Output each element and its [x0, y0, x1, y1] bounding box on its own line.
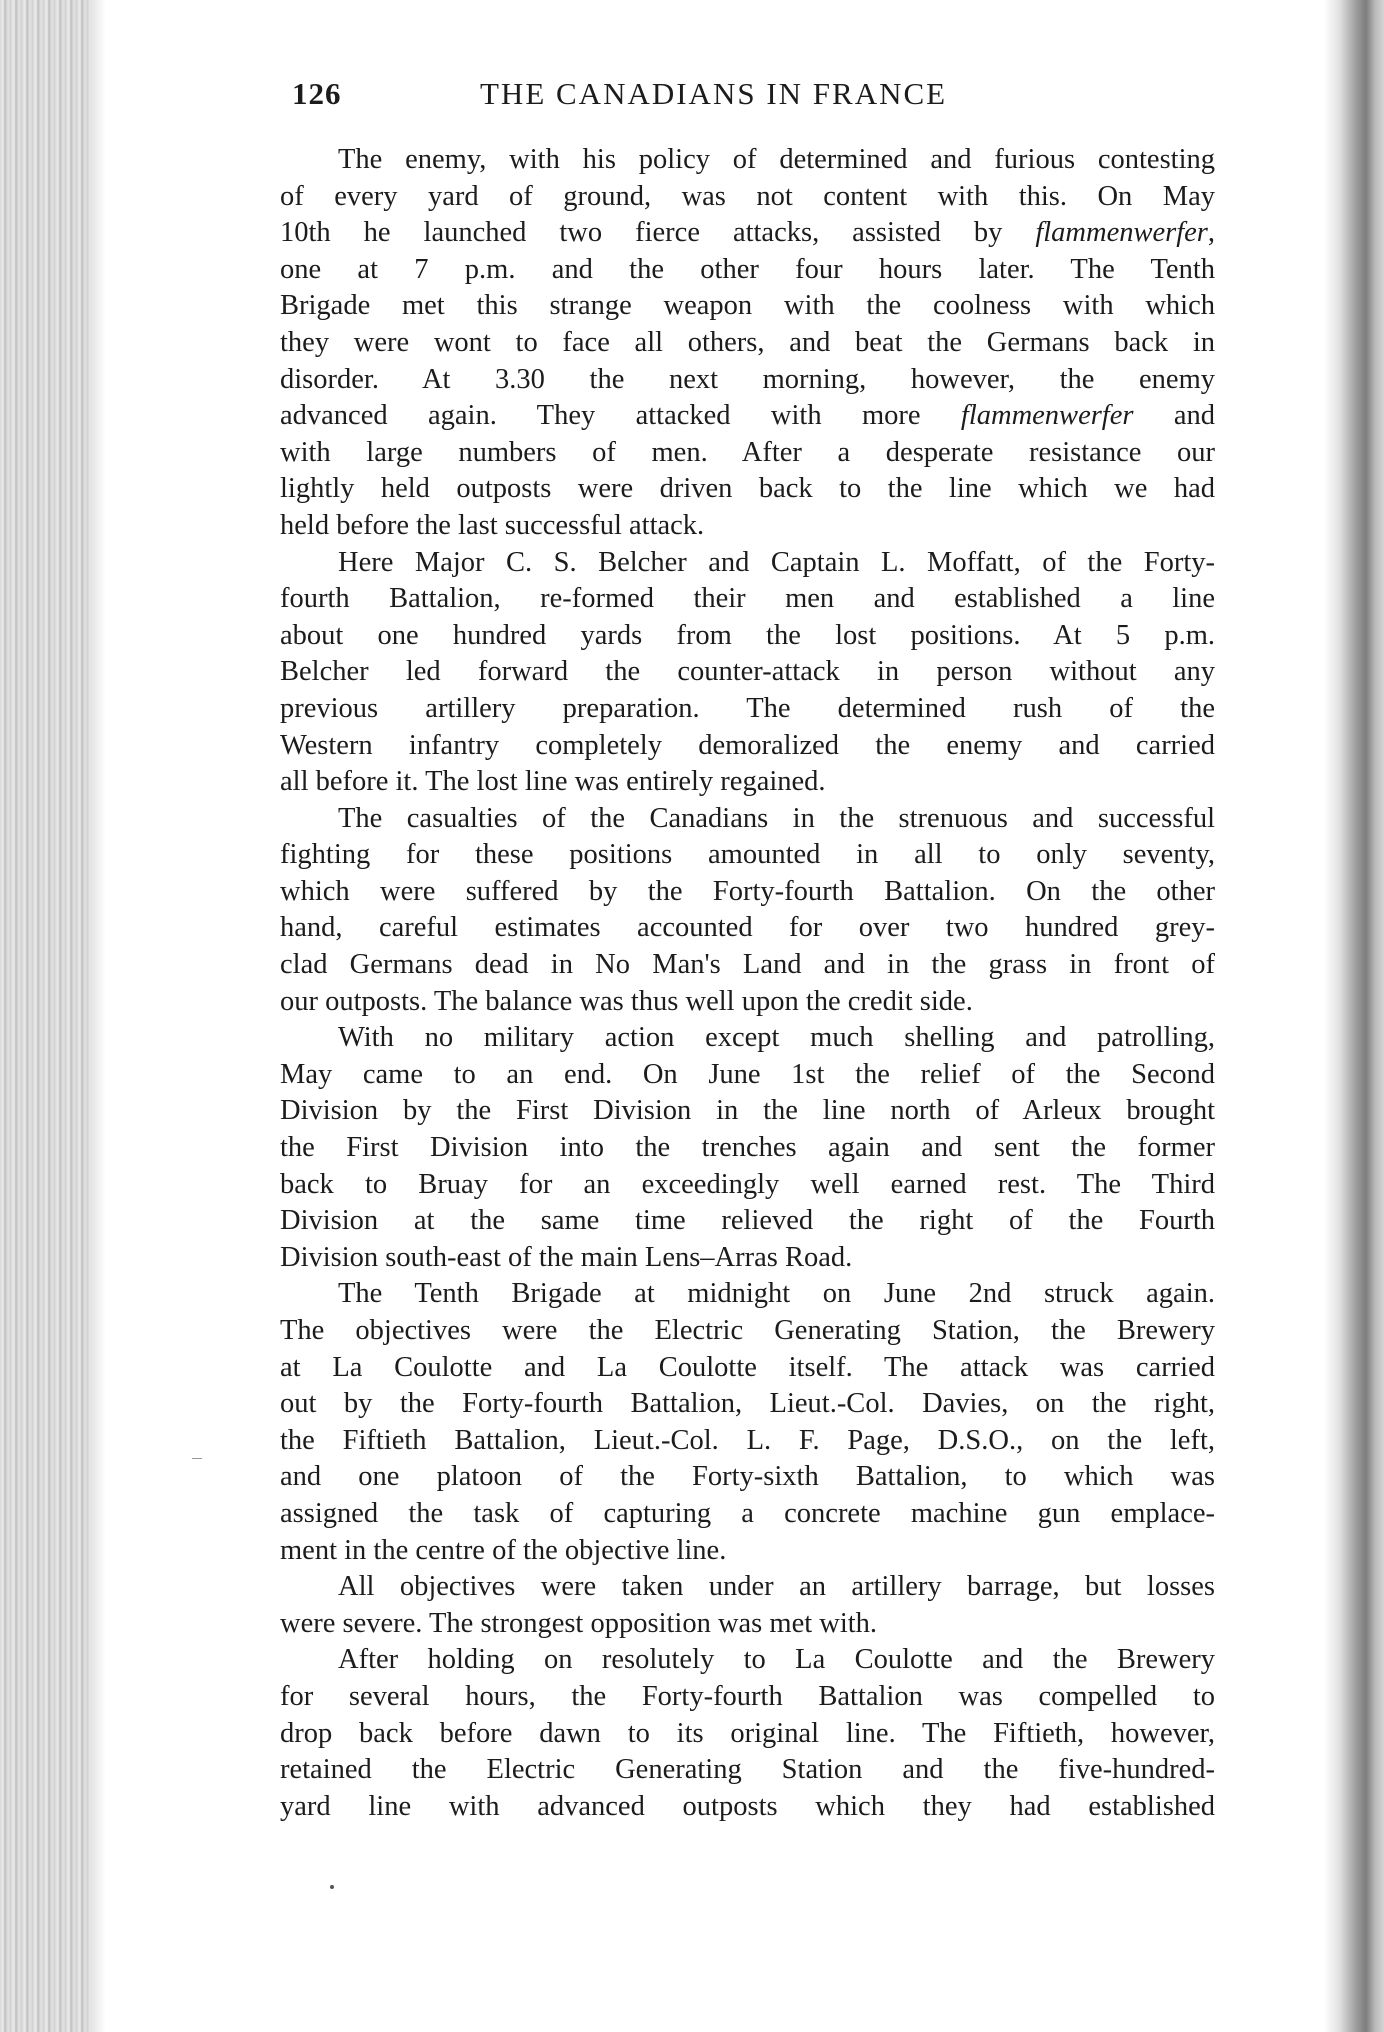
text-line: and one platoon of the Forty-sixth Battalion, to which was: [280, 1461, 1215, 1493]
text-line: one at 7 p.m. and the other four hours later. The Tenth: [280, 253, 1215, 285]
text-line: The Tenth Brigade at midnight on June 2nd struck again.: [338, 1278, 1215, 1310]
paragraph: [280, 545, 1215, 801]
text-line: which were suffered by the Forty-fourth Battalion. On the other: [280, 875, 1215, 907]
ink-speck: [330, 1885, 334, 1889]
text-line: 10th he launched two fierce attacks, assisted by flammenwerfer,: [280, 217, 1215, 249]
text-line: of every yard of ground, was not content with this. On May: [280, 180, 1215, 212]
running-title: THE CANADIANS IN FRANCE: [480, 76, 948, 111]
text-line: With no military action except much shelling and patrolling,: [338, 1022, 1215, 1054]
text-line: held before the last successful attack.: [280, 509, 705, 541]
text-line: the First Division into the trenches again and sent the former: [280, 1132, 1215, 1164]
text-line: Division south-east of the main Lens–Arras Road.: [280, 1241, 853, 1273]
text-line: The enemy, with his policy of determined and furious contesting: [338, 144, 1215, 175]
text-line: about one hundred yards from the lost positions. At 5 p.m.: [280, 619, 1215, 651]
page-edge-right: [1324, 0, 1384, 2032]
text-line: drop back before dawn to its original line. The Fiftieth, however,: [280, 1717, 1215, 1749]
book-page: [280, 70, 1215, 1825]
text-line: After holding on resolutely to La Coulotte and the Brewery: [338, 1644, 1215, 1676]
text-line: Here Major C. S. Belcher and Captain L. Moffatt, of the Forty-: [338, 546, 1215, 578]
text-line: hand, careful estimates accounted for over two hundred grey-: [280, 912, 1215, 944]
text-line: Division by the First Division in the line north of Arleux brought: [280, 1095, 1215, 1127]
paragraph: [280, 142, 1215, 545]
text-line: Belcher led forward the counter-attack in person without any: [280, 656, 1215, 688]
book-binding-left: [0, 0, 93, 2032]
margin-mark: [192, 1458, 202, 1459]
text-line: Brigade met this strange weapon with the coolness with which: [280, 290, 1215, 322]
text-line: The casualties of the Canadians in the strenuous and successful: [338, 802, 1215, 834]
paragraph: [280, 1569, 1215, 1642]
paragraph: [280, 1020, 1215, 1276]
text-line: back to Bruay for an exceedingly well earned rest. The Third: [280, 1168, 1215, 1200]
text-line: assigned the task of capturing a concrete machine gun emplace-: [280, 1497, 1215, 1529]
paragraph: [280, 1276, 1215, 1569]
text-line: were severe. The strongest opposition was met with.: [280, 1607, 878, 1639]
text-line: clad Germans dead in No Man's Land and in the grass in front of: [280, 949, 1215, 981]
text-line: they were wont to face all others, and beat the Germans back in: [280, 326, 1215, 358]
text-line: lightly held outposts were driven back to the line which we had: [280, 473, 1215, 505]
text-line: ment in the centre of the objective line.: [280, 1534, 727, 1566]
text-line: retained the Electric Generating Station and the five-hundred-: [280, 1754, 1215, 1786]
text-line: previous artillery preparation. The determined rush of the: [280, 692, 1215, 724]
paragraph: [280, 1642, 1215, 1825]
text-line: all before it. The lost line was entirely regained.: [280, 766, 826, 798]
body-text: [280, 142, 1215, 1825]
text-line: the Fiftieth Battalion, Lieut.-Col. L. F. Page, D.S.O., on the left,: [280, 1424, 1215, 1456]
text-line: Western infantry completely demoralized the enemy and carried: [280, 729, 1215, 761]
text-line: our outposts. The balance was thus well upon the credit side.: [280, 985, 973, 1017]
text-line: advanced again. They attacked with more flammenwerfer and: [280, 400, 1215, 432]
text-line: disorder. At 3.30 the next morning, however, the enemy: [280, 363, 1215, 395]
text-line: for several hours, the Forty-fourth Battalion was compelled to: [280, 1680, 1215, 1712]
text-line: yard line with advanced outposts which they had established: [280, 1790, 1215, 1822]
text-line: fourth Battalion, re-formed their men and established a line: [280, 583, 1215, 615]
text-line: May came to an end. On June 1st the relief of the Second: [280, 1058, 1215, 1090]
text-line: The objectives were the Electric Generating Station, the Brewery: [280, 1315, 1215, 1346]
text-line: fighting for these positions amounted in all to only seventy,: [280, 839, 1215, 871]
text-line: Division at the same time relieved the right of the Fourth: [280, 1205, 1215, 1237]
text-line: with large numbers of men. After a desperate resistance our: [280, 436, 1215, 468]
text-line: All objectives were taken under an artillery barrage, but losses: [338, 1571, 1215, 1603]
paragraph: [280, 801, 1215, 1021]
text-line: out by the Forty-fourth Battalion, Lieut.-Col. Davies, on the right,: [280, 1388, 1215, 1420]
text-line: at La Coulotte and La Coulotte itself. The attack was carried: [280, 1351, 1215, 1383]
page-number: 126: [292, 76, 342, 111]
running-head: [280, 70, 1215, 130]
